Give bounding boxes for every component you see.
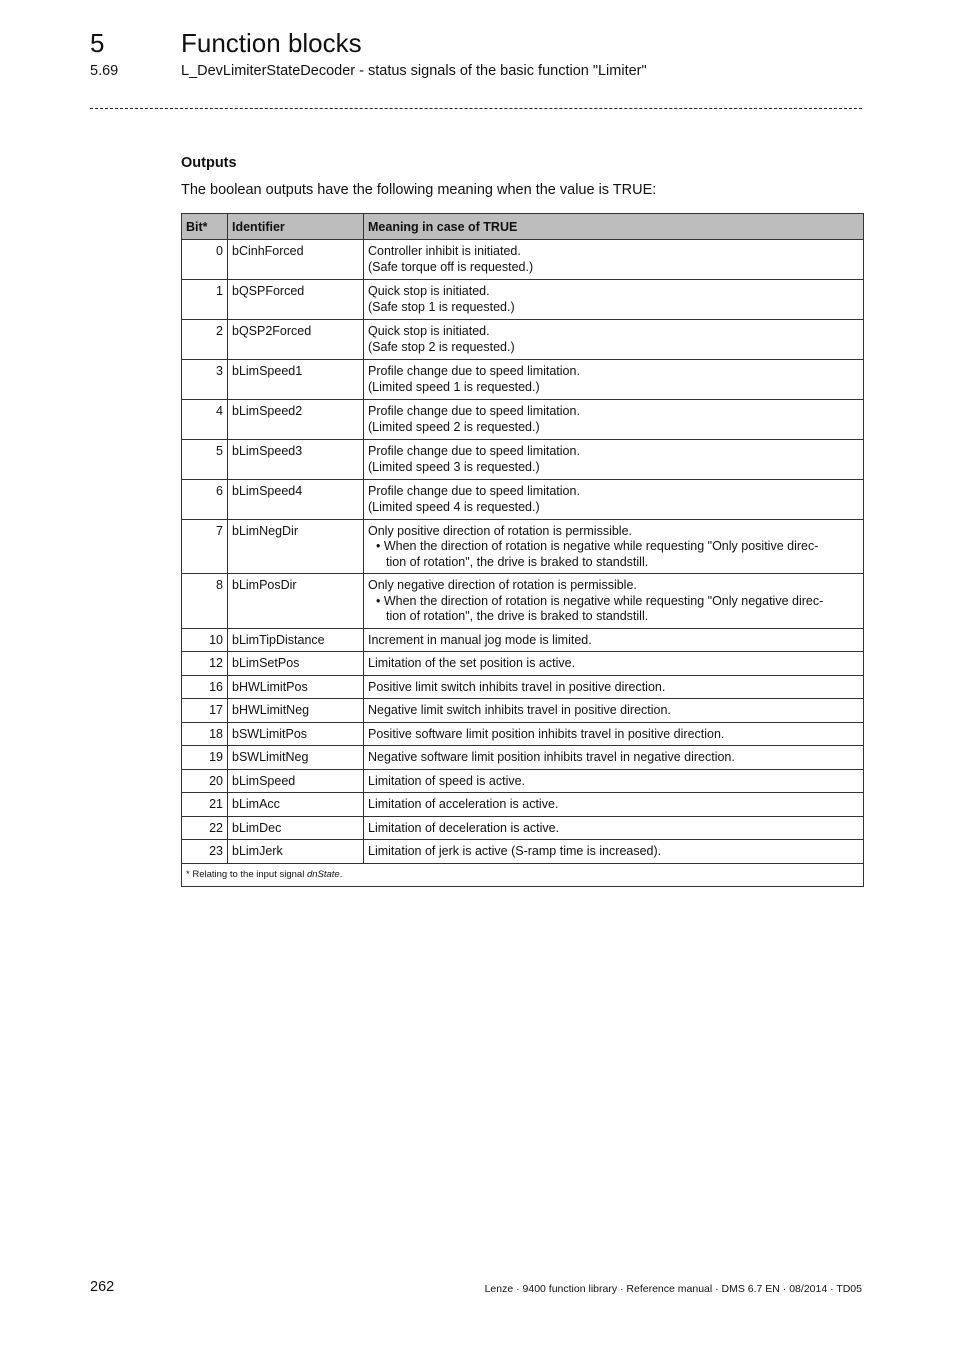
meaning-line: Profile change due to speed limitation. xyxy=(368,483,580,498)
footnote-signal: dnState xyxy=(306,868,340,880)
bit-cell: 18 xyxy=(182,722,228,746)
bit-cell: 7 xyxy=(182,519,228,574)
meaning-note: (Limited speed 3 is requested.) xyxy=(368,460,540,474)
bit-cell: 1 xyxy=(182,279,228,319)
bit-cell: 5 xyxy=(182,439,228,479)
meaning-cell xyxy=(364,574,864,629)
meaning-cell: Limitation of acceleration is active. xyxy=(364,793,864,817)
table-row xyxy=(182,359,864,399)
identifier-cell: bSWLimitPos xyxy=(228,722,364,746)
bit-cell: 19 xyxy=(182,746,228,770)
outputs-table xyxy=(181,213,864,887)
meaning-line: Controller inhibit is initiated. xyxy=(368,243,521,258)
table-header-row xyxy=(182,214,864,240)
meaning-cell: Negative software limit position inhibits travel in negative direction. xyxy=(364,746,864,770)
header-divider xyxy=(90,108,862,109)
bit-cell: 0 xyxy=(182,239,228,279)
table-row xyxy=(182,574,864,629)
bullet-item xyxy=(368,594,859,625)
identifier-cell: bLimSpeed xyxy=(228,769,364,793)
column-header-bit: Bit* xyxy=(182,214,228,240)
table-row xyxy=(182,399,864,439)
identifier-cell: bLimSpeed4 xyxy=(228,479,364,519)
identifier-cell: bLimSetPos xyxy=(228,652,364,676)
meaning-cell xyxy=(364,359,864,399)
meaning-cell xyxy=(364,279,864,319)
bit-cell: 17 xyxy=(182,699,228,723)
intro-text: The boolean outputs have the following meaning when the value is TRUE: xyxy=(181,182,657,198)
meaning-note: (Safe stop 2 is requested.) xyxy=(368,340,515,354)
meaning-line: Quick stop is initiated. xyxy=(368,323,490,338)
identifier-cell: bLimSpeed2 xyxy=(228,399,364,439)
table-row xyxy=(182,746,864,770)
identifier-cell: bCinhForced xyxy=(228,239,364,279)
table-row xyxy=(182,319,864,359)
bit-cell: 23 xyxy=(182,840,228,864)
meaning-line: Profile change due to speed limitation. xyxy=(368,443,580,458)
footer-text: Lenze · 9400 function library · Reference manual · DMS 6.7 EN · 08/2014 · TD05 xyxy=(484,1283,862,1295)
meaning-cell: Limitation of deceleration is active. xyxy=(364,816,864,840)
meaning-note: (Limited speed 1 is requested.) xyxy=(368,380,540,394)
bit-cell: 3 xyxy=(182,359,228,399)
table-row xyxy=(182,699,864,723)
identifier-cell: bHWLimitNeg xyxy=(228,699,364,723)
section-title: L_DevLimiterStateDecoder - status signals of the basic function "Limiter" xyxy=(181,63,647,79)
identifier-cell: bSWLimitNeg xyxy=(228,746,364,770)
identifier-cell: bLimDec xyxy=(228,816,364,840)
page-number: 262 xyxy=(90,1279,115,1295)
bullet-item xyxy=(368,539,859,570)
identifier-cell: bLimNegDir xyxy=(228,519,364,574)
bullet-line: tion of rotation", the drive is braked to standstill. xyxy=(386,554,649,569)
column-header-meaning: Meaning in case of TRUE xyxy=(364,214,864,240)
meaning-cell xyxy=(364,319,864,359)
table-row xyxy=(182,239,864,279)
meaning-cell: Positive limit switch inhibits travel in positive direction. xyxy=(364,675,864,699)
bit-cell: 21 xyxy=(182,793,228,817)
table-row xyxy=(182,816,864,840)
bit-cell: 16 xyxy=(182,675,228,699)
meaning-cell: Negative limit switch inhibits travel in positive direction. xyxy=(364,699,864,723)
bullet-line: tion of rotation", the drive is braked to standstill. xyxy=(386,609,649,623)
meaning-note: (Limited speed 4 is requested.) xyxy=(368,500,540,514)
section-number: 5.69 xyxy=(90,63,119,79)
identifier-cell: bLimSpeed3 xyxy=(228,439,364,479)
meaning-cell: Limitation of the set position is active. xyxy=(364,652,864,676)
footnote-suffix: . xyxy=(339,868,343,880)
table-row xyxy=(182,652,864,676)
identifier-cell: bHWLimitPos xyxy=(228,675,364,699)
bit-cell: 6 xyxy=(182,479,228,519)
identifier-cell: bLimSpeed1 xyxy=(228,359,364,399)
meaning-cell xyxy=(364,439,864,479)
bullet-line: • When the direction of rotation is negative while requesting "Only positive direc- xyxy=(376,539,819,553)
table-row xyxy=(182,479,864,519)
identifier-cell: bLimPosDir xyxy=(228,574,364,629)
bit-cell: 22 xyxy=(182,816,228,840)
bit-cell: 2 xyxy=(182,319,228,359)
meaning-line: Quick stop is initiated. xyxy=(368,283,490,298)
meaning-note: (Safe stop 1 is requested.) xyxy=(368,300,515,314)
identifier-cell: bLimAcc xyxy=(228,793,364,817)
bullet-line: • When the direction of rotation is negative while requesting "Only negative direc- xyxy=(376,593,824,608)
identifier-cell: bLimJerk xyxy=(228,840,364,864)
table-row xyxy=(182,722,864,746)
table-footnote xyxy=(182,863,864,887)
table-footnote-row xyxy=(182,863,864,887)
meaning-cell: Limitation of speed is active. xyxy=(364,769,864,793)
table-row xyxy=(182,793,864,817)
outputs-heading: Outputs xyxy=(181,155,237,171)
table-row xyxy=(182,840,864,864)
meaning-cell xyxy=(364,239,864,279)
table-row xyxy=(182,439,864,479)
table-row xyxy=(182,279,864,319)
chapter-number: 5 xyxy=(90,28,105,58)
footnote-prefix: * Relating to the input signal xyxy=(186,868,307,880)
meaning-cell xyxy=(364,519,864,574)
bit-cell: 4 xyxy=(182,399,228,439)
meaning-cell: Increment in manual jog mode is limited. xyxy=(364,628,864,652)
meaning-line: Only negative direction of rotation is permissible. xyxy=(368,578,637,592)
bit-cell: 20 xyxy=(182,769,228,793)
meaning-line: Only positive direction of rotation is permissible. xyxy=(368,523,633,538)
identifier-cell: bQSPForced xyxy=(228,279,364,319)
identifier-cell: bQSP2Forced xyxy=(228,319,364,359)
meaning-note: (Safe torque off is requested.) xyxy=(368,260,534,274)
chapter-title: Function blocks xyxy=(181,28,362,58)
bit-cell: 8 xyxy=(182,574,228,629)
table-row xyxy=(182,519,864,574)
identifier-cell: bLimTipDistance xyxy=(228,628,364,652)
bit-cell: 12 xyxy=(182,652,228,676)
meaning-cell: Limitation of jerk is active (S-ramp time is increased). xyxy=(364,840,864,864)
bit-cell: 10 xyxy=(182,628,228,652)
meaning-line: Profile change due to speed limitation. xyxy=(368,363,580,378)
column-header-identifier: Identifier xyxy=(228,214,364,240)
table-row xyxy=(182,675,864,699)
table-row xyxy=(182,628,864,652)
meaning-note: (Limited speed 2 is requested.) xyxy=(368,420,540,434)
table-row xyxy=(182,769,864,793)
meaning-cell: Positive software limit position inhibits travel in positive direction. xyxy=(364,722,864,746)
meaning-cell xyxy=(364,399,864,439)
meaning-line: Profile change due to speed limitation. xyxy=(368,403,580,418)
meaning-cell xyxy=(364,479,864,519)
